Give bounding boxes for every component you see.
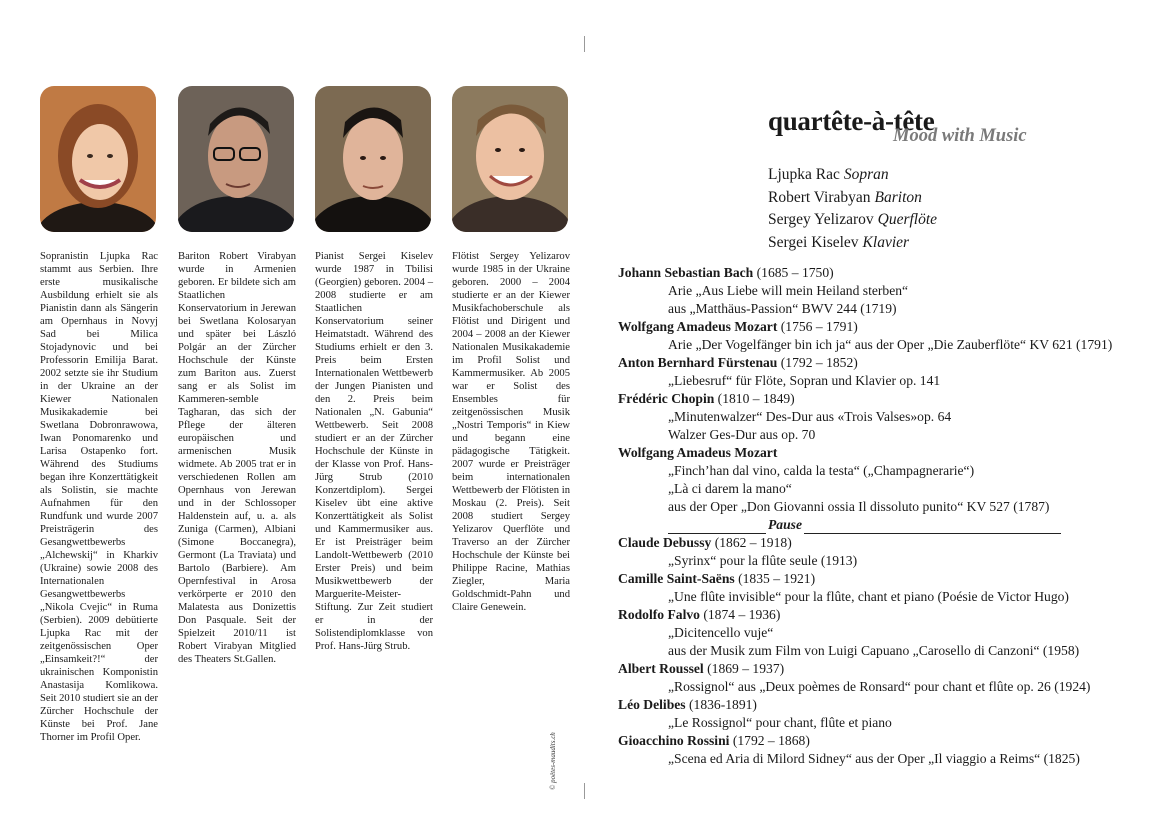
member-name: Ljupka Rac <box>768 166 840 183</box>
composer-name: Anton Bernhard Fürstenau <box>618 355 778 370</box>
composer-heading <box>618 696 1163 714</box>
composer-name: Gioacchino Rossini <box>618 733 730 748</box>
work-line: „Le Rossignol“ pour chant, flûte et piano <box>668 715 892 730</box>
concert-program <box>618 264 1163 768</box>
composer-dates: (1874 – 1936) <box>699 607 781 622</box>
composer-name: Rodolfo Falvo <box>618 607 700 622</box>
work-line: „Liebesruf“ für Flöte, Sopran und Klavier op. 141 <box>668 373 941 388</box>
composer-dates: (1756 – 1791) <box>777 319 858 334</box>
composer-heading <box>618 444 1163 462</box>
work-line: „Finch’han dal vino, calda la testa“ („Champagnerarie“) <box>668 463 975 478</box>
work-line: „Syrinx“ pour la flûte seule (1913) <box>668 553 858 568</box>
composer-name: Albert Roussel <box>618 661 704 676</box>
work-line: aus der Oper „Don Giovanni ossia Il dissoluto punito“ KV 527 (1787) <box>668 499 1050 514</box>
work-line: „Rossignol“ aus „Deux poèmes de Ronsard“ pour chant et flûte op. 26 (1924) <box>668 679 1091 694</box>
composer-dates: (1835 – 1921) <box>734 571 816 586</box>
member-row <box>768 187 937 210</box>
composer-heading <box>618 732 1163 750</box>
member-role: Bariton <box>874 188 922 206</box>
work-line: aus der Musik zum Film von Luigi Capuano „Carosello di Canzoni“ (1958) <box>668 643 1080 658</box>
portrait-pianist-photo <box>315 86 431 232</box>
portrait-baritone-photo <box>178 86 294 232</box>
work-line: „Dicitencello vuje“ <box>668 625 774 640</box>
member-name: Robert Virabyan <box>768 188 871 206</box>
pause-divider <box>618 516 1061 534</box>
photo-credit: © poètes-maudits.ch <box>549 732 557 790</box>
bio-pianist: Pianist Sergei Kiselev wurde 1987 in Tbilisi (Georgien) geboren. 2004 – 2008 studierte er am Staatlichen Konservatorium seiner Heimatstadt. Während des Studiums erhielt er den 3. Preis beim Ersten Internationalen Wettbewerb der Jungen Pianisten und den 2. Preis beim Nationalen „N. Gabunia“ Wettbewerb. Seit 2008 studiert er an der Zürcher Hochschule der Künste in der Klasse von Prof. Hans-Jürg Strub (2010 Konzertdiplom). Sergei Kiselev übt eine aktive Konzerttätigkeit als Solist und Kammermusiker aus. Er ist Preisträger beim Landolt-Wettbewerb (2010 Erster Preis) und beim Musikwettbewerb der Marguerite-Meister-Stiftung. Zur Zeit studiert er in der Solistendiplomklasse von Prof. Hans-Jürg Strub. <box>315 251 433 652</box>
composer-name: Léo Delibes <box>618 697 686 712</box>
work-line: „Minutenwalzer“ Des-Dur aus «Trois Valses»op. 64 <box>668 409 952 424</box>
bio-soprano: Sopranistin Ljupka Rac stammt aus Serbien. Ihre erste musikalische Ausbildung erhielt sie als Pianistin dann als Sängerin am Opernhaus in Novyj Sad bei Milica Stojadynovic und bei Professorin Emilija Barat. 2002 setzte sie ihr Studium in der Ukraine an der Kiewer Nationalen Musikakademie bei Swetlana Dobronrawowa, Iwan Ponomarenko und Larisa Ostapenko fort. Während des Studiums began ihre Konzerttätigkeit als Solistin, sie machte Aufnahmen für den Rundfunk und wurde 2007 Preisträgerin des Gesangwettbewerbs „Alchewskij“ in Kharkiv (Ukraine) sowie 2008 des Internationalen Gesangwettbewerbs „Nikola Cvejic“ in Ruma (Serbien). 2009 debütierte Ljupka Rac mit der zeitgenössischen Oper „Einsamkeit?!“ der ukrainischen Komponistin Anastasija Komlikowa. Seit 2010 studiert sie an der Zürcher Hochschule der Künste bei Prof. Jane Thorner im Profil Oper. <box>40 251 158 743</box>
member-row <box>768 164 937 187</box>
composer-dates: (1792 – 1868) <box>729 733 810 748</box>
composer-heading <box>618 534 1163 552</box>
work-line: „Scena ed Aria di Milord Sidney“ aus der Oper „Il viaggio a Reims“ (1825) <box>668 751 1080 766</box>
composer-name: Johann Sebastian Bach <box>618 265 754 280</box>
composer-name: Camille Saint-Saëns <box>618 571 735 586</box>
ensemble-title: quartête-à-tête <box>768 106 935 136</box>
composer-dates: (1685 – 1750) <box>753 265 834 280</box>
composer-heading <box>618 354 1163 372</box>
bio-flutist: Flötist Sergey Yelizarov wurde 1985 in der Ukraine geboren. 2000 – 2004 studierte er an der Kiewer Musikfachoberschule als Flötist und Dirigent und 2004 – 2008 an der Kiewer Nationalen Musikakademie im Profil Solist und Kammermusiker. Ab 2005 war er Solist des Ensembles für zeitgenössischen Musik „Nostri Temporis“ in Kiew und begann eine pädagogische Tätigkeit. 2007 wurde er Preisträger beim internationalen Wettbewerb der Flötisten in Moskau (2. Preis). Seit 2008 studiert Sergey Yelizarov Querflöte und Traverso an der Zürcher Hochschule der Künste bei Philippe Racine, Mathias Ziegler, Maria Goldschmidt-Pahn und Claire Genewein. <box>452 251 570 613</box>
fold-mark-bottom <box>584 783 585 799</box>
portrait-soprano-photo <box>40 86 156 232</box>
work-line: Arie „Aus Liebe will mein Heiland sterben“ <box>668 283 909 298</box>
member-list <box>768 164 937 254</box>
composer-name: Wolfgang Amadeus Mozart <box>618 445 778 460</box>
composer-name: Frédéric Chopin <box>618 391 715 406</box>
composer-dates: (1869 – 1937) <box>703 661 785 676</box>
member-name: Sergei Kiselev <box>768 233 859 251</box>
composer-heading <box>618 264 1163 282</box>
work-line: „Une flûte invisible“ pour la flûte, chant et piano (Poésie de Victor Hugo) <box>668 589 1069 604</box>
pause-rule-right <box>804 521 1061 534</box>
composer-heading <box>618 606 1163 624</box>
member-role: Querflöte <box>877 211 938 228</box>
work-line: Arie „Der Vogelfänger bin ich ja“ aus der Oper „Die Zauberflöte“ KV 621 (1791) <box>668 337 1113 352</box>
composer-heading <box>618 318 1163 336</box>
member-role: Klavier <box>862 233 910 251</box>
composer-heading <box>618 570 1163 588</box>
pause-rule-left <box>668 521 766 534</box>
portrait-flutist-photo <box>452 86 568 232</box>
ensemble-subtitle: Mood with Music <box>893 126 1027 146</box>
work-line: Walzer Ges-Dur aus op. 70 <box>668 427 816 442</box>
work-line: „Là ci darem la mano“ <box>668 481 792 496</box>
composer-dates: (1792 – 1852) <box>777 355 858 370</box>
member-role: Sopran <box>843 166 889 183</box>
member-row <box>768 209 937 232</box>
composer-dates: (1862 – 1918) <box>711 535 792 550</box>
member-name: Sergey Yelizarov <box>768 211 874 228</box>
work-line: aus „Matthäus-Passion“ BWV 244 (1719) <box>668 301 897 316</box>
fold-mark-top <box>584 36 585 52</box>
bio-baritone: Bariton Robert Virabyan wurde in Armenien geboren. Er bildete sich am Staatlichen Konservatorium in Jerewan bei Swetlana Kolosaryan und später bei László Polgár an der Zürcher Hochschule der Künste zum Bariton aus. Zuerst sang er als Solist im Kammeren-semble Tagharan, das sich der Pflege der älteren europäischen und armenischen Musik widmete. Ab 2005 trat er in verschiedenen Rollen am Opernhaus von Jerewan und in der Schlossoper Haldenstein auf, u. a. als Zuniga (Carmen), Albiani (Simone Boccanegra), Germont (La Traviata) und Bartolo (Barbiere). Am Opernfestival in Arosa verkörperte er 2010 den Malatesta aus Donizettis Don Pasquale. Seit der Spielzeit 2010/11 ist Robert Virabyan Mitglied des Theaters St.Gallen. <box>178 251 296 665</box>
composer-heading <box>618 390 1163 408</box>
composer-dates: (1810 – 1849) <box>714 391 795 406</box>
composer-name: Wolfgang Amadeus Mozart <box>618 319 778 334</box>
pause-label: Pause <box>768 517 802 532</box>
member-row <box>768 232 937 255</box>
composer-dates: (1836-1891) <box>685 697 757 712</box>
composer-name: Claude Debussy <box>618 535 712 550</box>
composer-heading <box>618 660 1163 678</box>
